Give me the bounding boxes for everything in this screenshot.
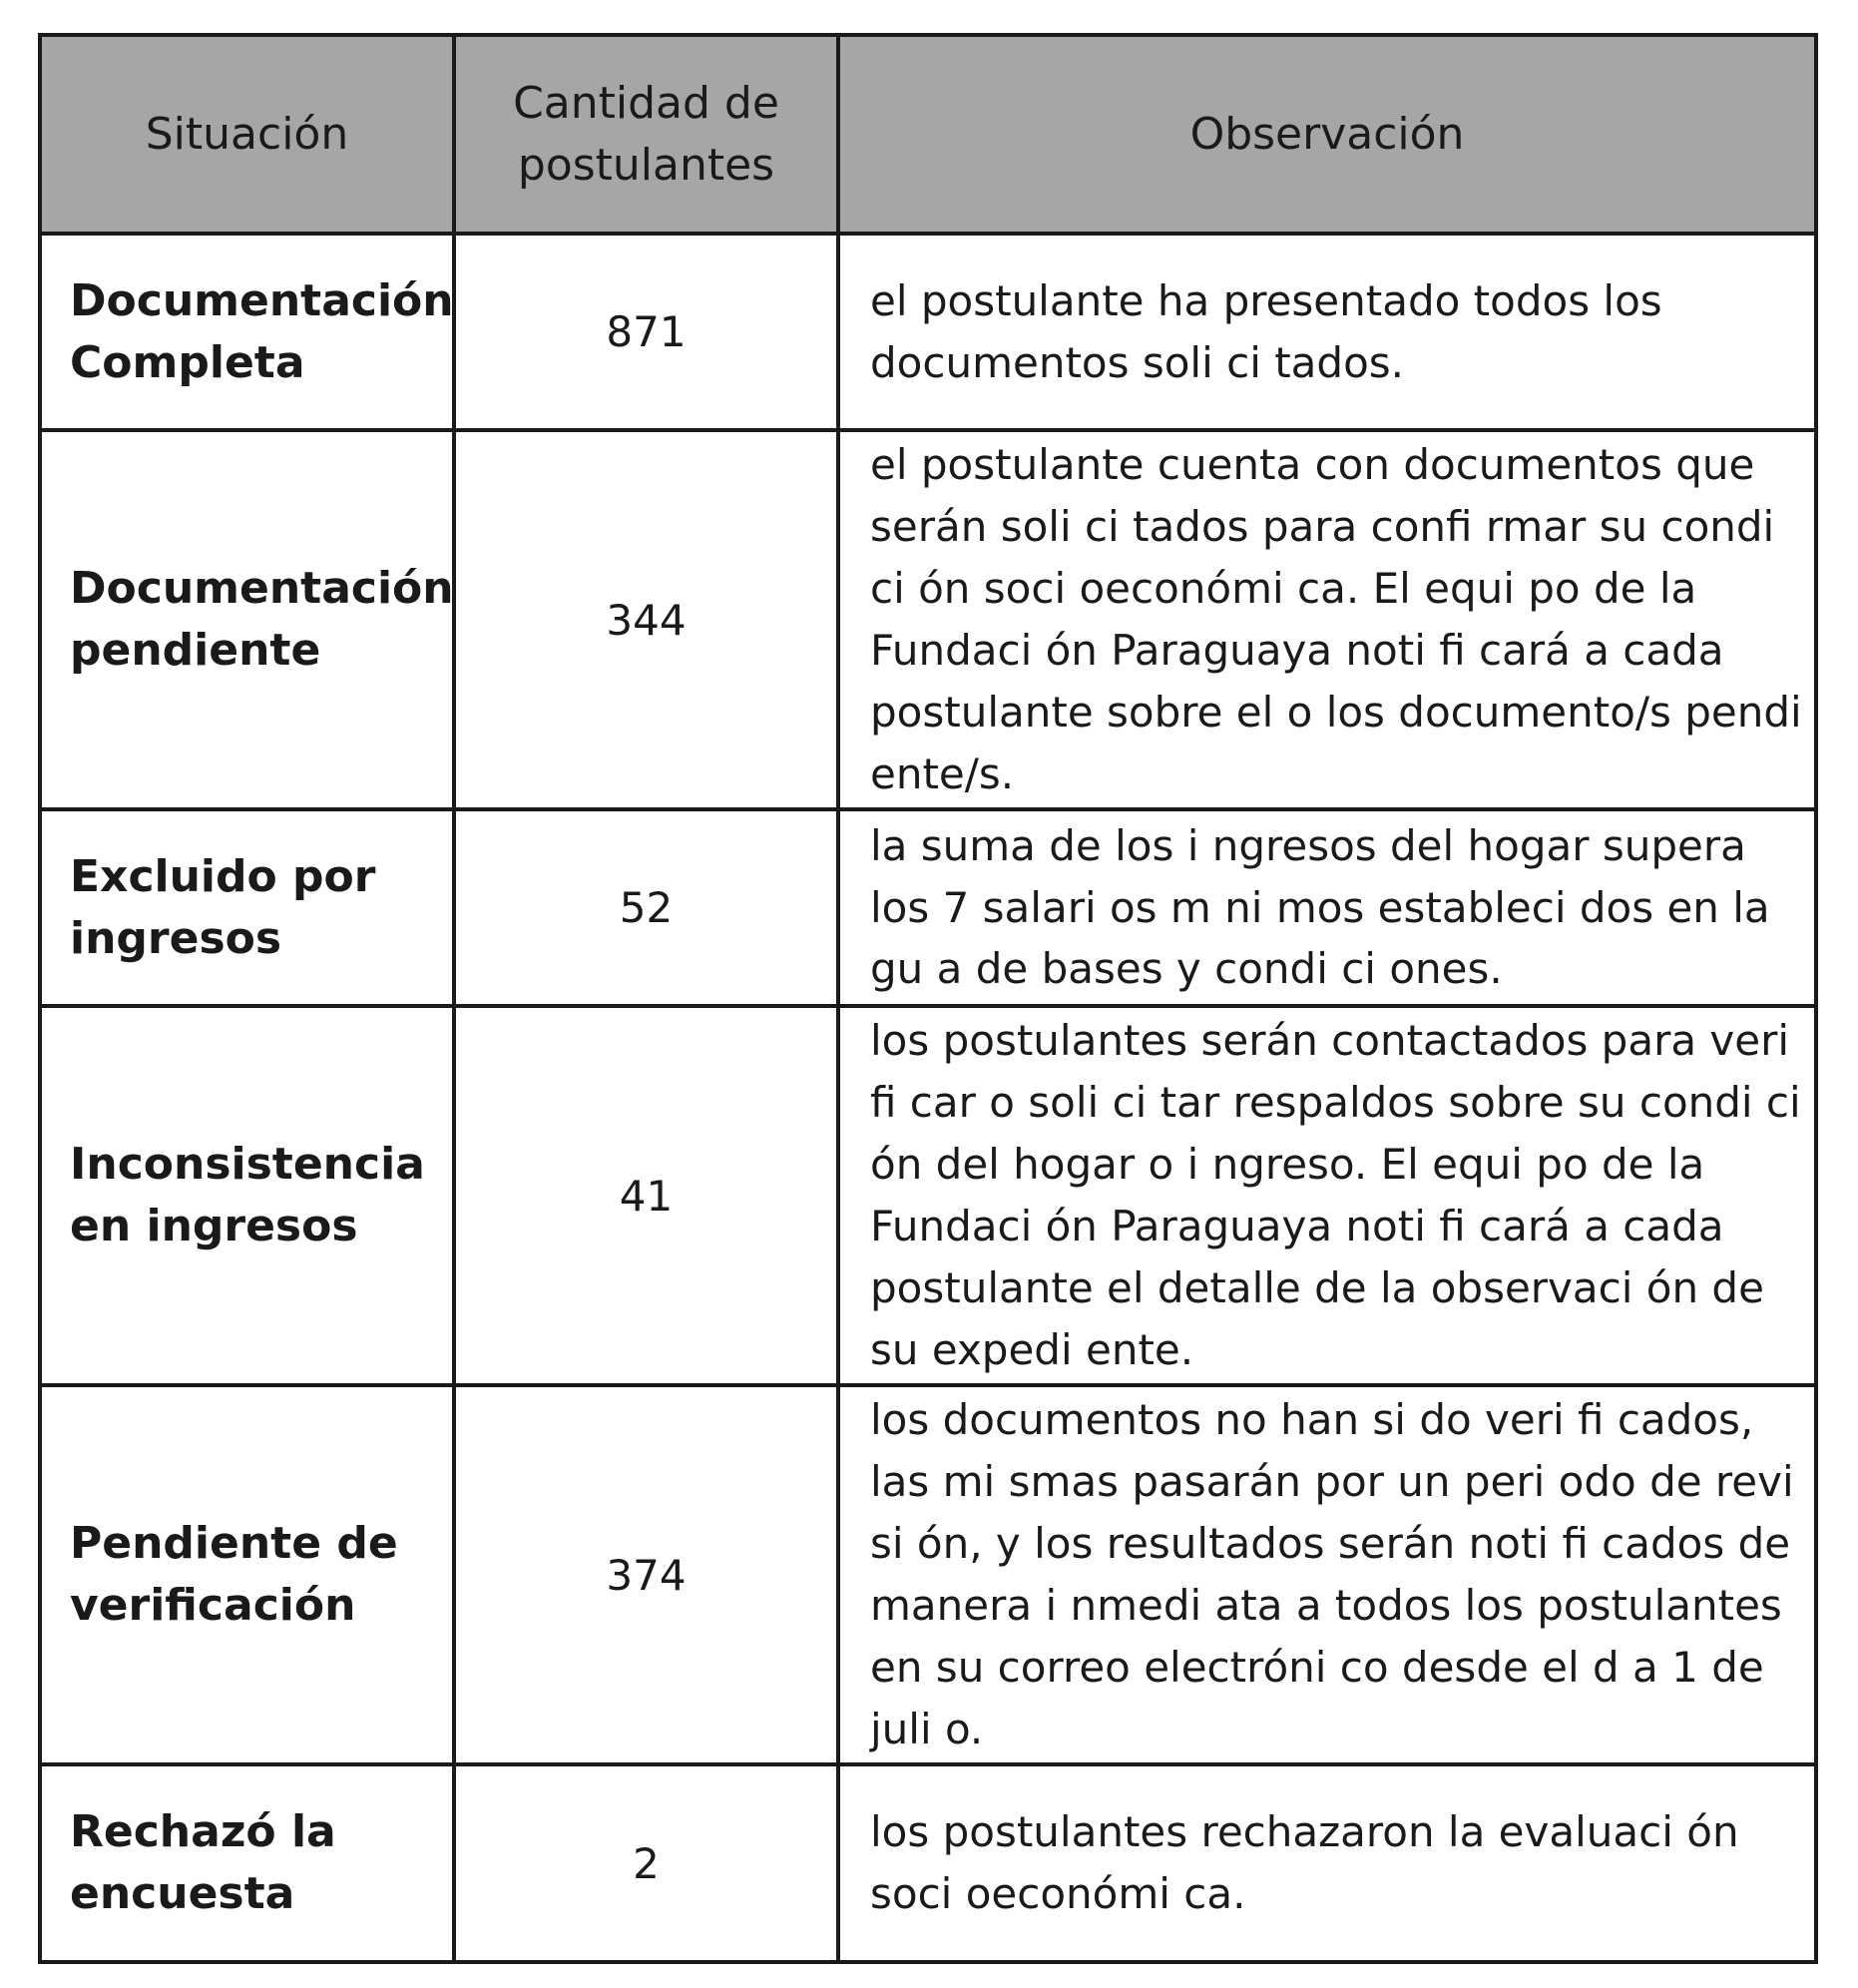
table-row <box>40 234 1816 430</box>
table-row <box>40 430 1816 809</box>
cantidad-cell: 41 <box>454 1006 838 1385</box>
observacion-cell: la suma de los i ngresos del hogar supera los 7 salari os m ni mos estableci dos en la gu a de bases y condi ci ones. <box>838 809 1816 1006</box>
header-situacion: Situación <box>40 35 454 234</box>
table-row <box>40 1764 1816 1962</box>
header-cantidad: Cantidad de postulantes <box>454 35 838 234</box>
situacion-cell: Inconsistencia en ingresos <box>40 1006 454 1385</box>
situacion-cell: Documentación pendiente <box>40 430 454 809</box>
cantidad-cell: 52 <box>454 809 838 1006</box>
table-row <box>40 809 1816 1006</box>
table-body <box>40 234 1816 1962</box>
cantidad-cell: 374 <box>454 1385 838 1764</box>
cantidad-cell: 2 <box>454 1764 838 1962</box>
header-row <box>40 35 1816 234</box>
cantidad-cell: 871 <box>454 234 838 430</box>
observacion-cell: los documentos no han si do veri fi cados, las mi smas pasarán por un peri odo de revi si ón, y los resultados serán noti fi cados de manera i nmedi ata a todos los postulantes en su correo electróni co desde el d a 1 de juli o. <box>838 1385 1816 1764</box>
situacion-cell: Documentación Completa <box>40 234 454 430</box>
observacion-cell: los postulantes serán contactados para veri fi car o soli ci tar respaldos sobre su condi ci ón del hogar o i ngreso. El equi po de la Fundaci ón Paraguaya noti fi cará a cada postulante el detalle de la observaci ón de su expedi ente. <box>838 1006 1816 1385</box>
cantidad-cell: 344 <box>454 430 838 809</box>
observacion-cell: el postulante ha presentado todos los documentos soli ci tados. <box>838 234 1816 430</box>
observacion-cell: los postulantes rechazaron la evaluaci ón soci oeconómi ca. <box>838 1764 1816 1962</box>
situacion-cell: Pendiente de verificación <box>40 1385 454 1764</box>
header-observacion: Observación <box>838 35 1816 234</box>
situacion-cell: Excluido por ingresos <box>40 809 454 1006</box>
table-row <box>40 1006 1816 1385</box>
table-row <box>40 1385 1816 1764</box>
situacion-cell: Rechazó la encuesta <box>40 1764 454 1962</box>
observacion-cell: el postulante cuenta con documentos que serán soli ci tados para confi rmar su condi ci ón soci oeconómi ca. El equi po de la Fundaci ón Paraguaya noti fi cará a cada postulante sobre el o los documento/s pendi ente/s. <box>838 430 1816 809</box>
table-header <box>40 35 1816 234</box>
postulantes-status-table <box>38 33 1818 1964</box>
